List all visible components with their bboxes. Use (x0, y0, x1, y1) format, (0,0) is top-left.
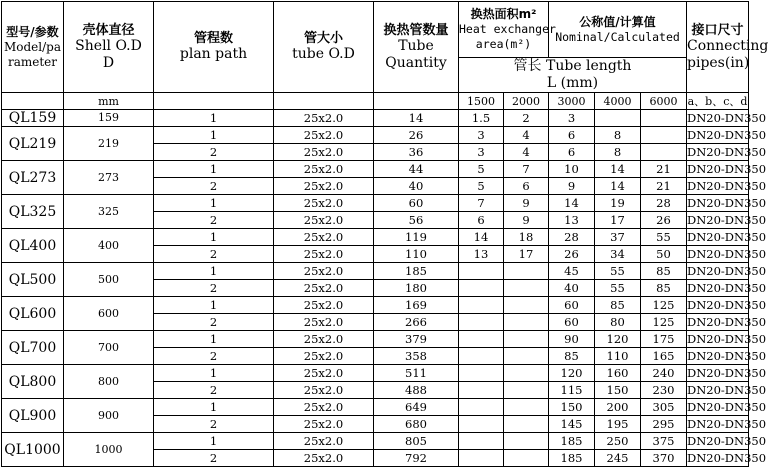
len-6000-cell: 125 (641, 314, 687, 331)
header-quantity (374, 2, 459, 93)
len-3000-cell: 185 (549, 433, 595, 450)
len-1500-cell (459, 365, 504, 382)
quantity-cell: 60 (374, 195, 459, 212)
tube-cell: 25x2.0 (274, 127, 374, 144)
model-cell: QL1000 (2, 433, 64, 467)
path-cell: 1 (154, 399, 274, 416)
len-4000-cell: 34 (595, 246, 641, 263)
len-3000-cell: 40 (549, 280, 595, 297)
model-cell: QL325 (2, 195, 64, 229)
pipes-cell: DN20-DN350 (687, 145, 767, 159)
unit-tube (274, 93, 374, 110)
len-1500-cell: 7 (459, 195, 504, 212)
tube-cell: 25x2.0 (274, 263, 374, 280)
header-connecting (687, 2, 768, 93)
unit-length-4000: 4000 (595, 93, 641, 110)
path-cell: 2 (154, 178, 274, 195)
pipes-cell: DN20-DN350 (687, 128, 767, 142)
header-connecting-en1: Connecting (687, 37, 768, 54)
shell-cell: 900 (64, 399, 154, 433)
pipes-cell: DN20-DN350 (687, 383, 767, 397)
len-2000-cell: 4 (504, 127, 549, 144)
path-cell: 1 (154, 127, 274, 144)
pipes-cell: DN20-DN350 (687, 111, 767, 125)
model-cell: QL400 (2, 229, 64, 263)
header-nominal (549, 2, 687, 58)
unit-shell: mm (64, 93, 154, 110)
len-1500-cell (459, 416, 504, 433)
pipes-cell: DN20-DN350 (687, 366, 767, 380)
shell-cell: 325 (64, 195, 154, 229)
len-4000-cell: 250 (595, 433, 641, 450)
path-cell: 2 (154, 280, 274, 297)
header-area (459, 2, 556, 58)
header-shell-symbol: D (102, 54, 115, 71)
len-1500-cell (459, 399, 504, 416)
unit-length-3000: 3000 (549, 93, 595, 110)
pipes-cell: DN20-DN350 (687, 315, 767, 329)
pipes-cell: DN20-DN350 (687, 230, 767, 244)
table-row (2, 297, 749, 314)
shell-cell: 800 (64, 365, 154, 399)
len-2000-cell: 18 (504, 229, 549, 246)
len-1500-cell (459, 382, 504, 399)
quantity-cell: 805 (374, 433, 459, 450)
len-2000-cell: 9 (504, 195, 549, 212)
len-4000-cell: 160 (595, 365, 641, 382)
len-1500-cell: 1.5 (459, 110, 504, 127)
tube-cell: 25x2.0 (274, 280, 374, 297)
len-3000-cell: 60 (549, 314, 595, 331)
pipes-cell: DN20-DN350 (687, 162, 767, 176)
pipes-cell: DN20-DN350 (687, 332, 767, 346)
tube-cell: 25x2.0 (274, 348, 374, 365)
len-6000-cell: 165 (641, 348, 687, 365)
len-2000-cell: 2 (504, 110, 549, 127)
len-1500-cell (459, 433, 504, 450)
len-3000-cell: 6 (549, 144, 595, 161)
len-2000-cell: 6 (504, 178, 549, 195)
tube-cell: 25x2.0 (274, 382, 374, 399)
unit-quantity (374, 93, 459, 110)
quantity-cell: 792 (374, 450, 459, 467)
table-row (2, 399, 749, 416)
len-6000-cell: 375 (641, 433, 687, 450)
len-1500-cell (459, 297, 504, 314)
len-1500-cell: 5 (459, 161, 504, 178)
len-6000-cell: 125 (641, 297, 687, 314)
header-tube-length-title: 管长 Tube length (513, 58, 632, 74)
tube-cell: 25x2.0 (274, 144, 374, 161)
header-area-cn: 换热面积m² (470, 7, 537, 21)
header-tube-length-unit: L (mm) (546, 75, 599, 91)
len-2000-cell: 7 (504, 161, 549, 178)
len-6000-cell: 28 (641, 195, 687, 212)
header-quantity-cn: 换热管数量 (383, 22, 449, 38)
path-cell: 2 (154, 314, 274, 331)
len-1500-cell: 14 (459, 229, 504, 246)
len-2000-cell (504, 263, 549, 280)
quantity-cell: 26 (374, 127, 459, 144)
len-3000-cell: 26 (549, 246, 595, 263)
len-6000-cell: 175 (641, 331, 687, 348)
tube-cell: 25x2.0 (274, 297, 374, 314)
len-6000-cell: 85 (641, 280, 687, 297)
len-1500-cell (459, 314, 504, 331)
len-4000-cell: 120 (595, 331, 641, 348)
header-quantity-en2: Quantity (385, 54, 447, 71)
header-quantity-en1: Tube (398, 37, 434, 54)
len-2000-cell (504, 433, 549, 450)
len-4000-cell: 245 (595, 450, 641, 467)
len-4000-cell: 19 (595, 195, 641, 212)
len-6000-cell: 370 (641, 450, 687, 467)
len-2000-cell (504, 314, 549, 331)
tube-cell: 25x2.0 (274, 450, 374, 467)
tube-cell: 25x2.0 (274, 195, 374, 212)
shell-cell: 400 (64, 229, 154, 263)
header-shell-en: Shell O.D (75, 37, 142, 54)
quantity-cell: 185 (374, 263, 459, 280)
header-nominal-cn: 公称值/计算值 (579, 14, 656, 29)
unit-model (2, 93, 64, 110)
len-4000-cell: 150 (595, 382, 641, 399)
path-cell: 1 (154, 263, 274, 280)
len-4000-cell (595, 110, 641, 127)
len-6000-cell: 26 (641, 212, 687, 229)
pipes-cell: DN20-DN350 (687, 349, 767, 363)
header-tube-cn: 管大小 (303, 31, 343, 46)
len-1500-cell (459, 280, 504, 297)
table-row (2, 331, 749, 348)
len-3000-cell: 45 (549, 263, 595, 280)
tube-cell: 25x2.0 (274, 399, 374, 416)
quantity-cell: 488 (374, 382, 459, 399)
quantity-cell: 36 (374, 144, 459, 161)
table-row (2, 110, 749, 127)
unit-pipes: a、b、c、d (687, 93, 749, 110)
pipes-cell: DN20-DN350 (687, 264, 767, 278)
path-cell: 2 (154, 416, 274, 433)
len-3000-cell: 185 (549, 450, 595, 467)
quantity-cell: 358 (374, 348, 459, 365)
len-1500-cell (459, 450, 504, 467)
len-2000-cell: 9 (504, 212, 549, 229)
len-1500-cell (459, 348, 504, 365)
quantity-cell: 110 (374, 246, 459, 263)
len-2000-cell (504, 382, 549, 399)
header-model-en1: Model/pa (3, 39, 61, 54)
quantity-cell: 56 (374, 212, 459, 229)
tube-cell: 25x2.0 (274, 416, 374, 433)
pipes-cell: DN20-DN350 (687, 179, 767, 193)
len-4000-cell: 8 (595, 144, 641, 161)
len-4000-cell: 195 (595, 416, 641, 433)
model-cell: QL700 (2, 331, 64, 365)
len-2000-cell (504, 365, 549, 382)
len-4000-cell: 85 (595, 297, 641, 314)
table-row (2, 127, 749, 144)
len-6000-cell: 305 (641, 399, 687, 416)
len-1500-cell (459, 331, 504, 348)
len-4000-cell: 55 (595, 263, 641, 280)
len-2000-cell (504, 399, 549, 416)
len-3000-cell: 145 (549, 416, 595, 433)
path-cell: 1 (154, 331, 274, 348)
len-4000-cell: 8 (595, 127, 641, 144)
header-model-en2: rameter (7, 54, 58, 69)
len-4000-cell: 17 (595, 212, 641, 229)
len-2000-cell (504, 450, 549, 467)
len-3000-cell: 60 (549, 297, 595, 314)
pipes-cell: DN20-DN350 (687, 213, 767, 227)
len-3000-cell: 14 (549, 195, 595, 212)
table-row (2, 195, 749, 212)
len-3000-cell: 150 (549, 399, 595, 416)
header-connecting-en2: pipes(in) (687, 54, 750, 71)
len-6000-cell (641, 110, 687, 127)
tube-cell: 25x2.0 (274, 314, 374, 331)
len-4000-cell: 55 (595, 280, 641, 297)
len-1500-cell: 3 (459, 127, 504, 144)
path-cell: 1 (154, 110, 274, 127)
len-6000-cell: 50 (641, 246, 687, 263)
quantity-cell: 180 (374, 280, 459, 297)
shell-cell: 219 (64, 127, 154, 161)
quantity-cell: 379 (374, 331, 459, 348)
header-tube-en: tube O.D (292, 46, 355, 62)
pipes-cell: DN20-DN350 (687, 417, 767, 431)
path-cell: 1 (154, 433, 274, 450)
len-3000-cell: 115 (549, 382, 595, 399)
len-3000-cell: 6 (549, 127, 595, 144)
header-nominal-en: Nominal/Calculated (555, 29, 680, 44)
model-cell: QL159 (2, 110, 64, 127)
quantity-cell: 40 (374, 178, 459, 195)
len-6000-cell: 21 (641, 178, 687, 195)
header-path-cn: 管程数 (193, 31, 233, 46)
pipes-cell: DN20-DN350 (687, 281, 767, 295)
header-shell-cn: 壳体直径 (82, 22, 135, 38)
len-3000-cell: 13 (549, 212, 595, 229)
unit-length-6000: 6000 (641, 93, 687, 110)
shell-cell: 1000 (64, 433, 154, 467)
path-cell: 2 (154, 450, 274, 467)
len-1500-cell: 13 (459, 246, 504, 263)
model-cell: QL600 (2, 297, 64, 331)
tube-cell: 25x2.0 (274, 365, 374, 382)
len-3000-cell: 85 (549, 348, 595, 365)
len-3000-cell: 90 (549, 331, 595, 348)
quantity-cell: 266 (374, 314, 459, 331)
pipes-cell: DN20-DN350 (687, 451, 767, 465)
model-cell: QL273 (2, 161, 64, 195)
len-1500-cell (459, 263, 504, 280)
model-cell: QL800 (2, 365, 64, 399)
quantity-cell: 14 (374, 110, 459, 127)
quantity-cell: 169 (374, 297, 459, 314)
header-path-en: plan path (179, 46, 248, 62)
quantity-cell: 511 (374, 365, 459, 382)
header-model-cn: 型号/参数 (6, 24, 59, 39)
table-row (2, 433, 749, 450)
quantity-cell: 649 (374, 399, 459, 416)
pipes-cell: DN20-DN350 (687, 247, 767, 261)
len-4000-cell: 110 (595, 348, 641, 365)
shell-cell: 500 (64, 263, 154, 297)
len-4000-cell: 14 (595, 178, 641, 195)
tube-cell: 25x2.0 (274, 110, 374, 127)
pipes-cell: DN20-DN350 (687, 434, 767, 448)
unit-length-1500: 1500 (459, 93, 504, 110)
path-cell: 2 (154, 382, 274, 399)
len-3000-cell: 3 (549, 110, 595, 127)
path-cell: 2 (154, 246, 274, 263)
header-path (154, 2, 274, 93)
path-cell: 1 (154, 229, 274, 246)
model-cell: QL900 (2, 399, 64, 433)
len-2000-cell (504, 416, 549, 433)
pipes-cell: DN20-DN350 (687, 196, 767, 210)
len-1500-cell: 5 (459, 178, 504, 195)
len-2000-cell (504, 331, 549, 348)
len-3000-cell: 10 (549, 161, 595, 178)
len-6000-cell: 240 (641, 365, 687, 382)
tube-cell: 25x2.0 (274, 433, 374, 450)
len-3000-cell: 120 (549, 365, 595, 382)
len-3000-cell: 9 (549, 178, 595, 195)
len-1500-cell: 6 (459, 212, 504, 229)
quantity-cell: 44 (374, 161, 459, 178)
table-row (2, 229, 749, 246)
len-2000-cell (504, 280, 549, 297)
model-cell: QL500 (2, 263, 64, 297)
len-3000-cell: 28 (549, 229, 595, 246)
len-4000-cell: 200 (595, 399, 641, 416)
header-area-en2: area(m²) (475, 37, 532, 51)
tube-cell: 25x2.0 (274, 246, 374, 263)
len-2000-cell: 17 (504, 246, 549, 263)
shell-cell: 700 (64, 331, 154, 365)
len-1500-cell: 3 (459, 144, 504, 161)
len-6000-cell: 295 (641, 416, 687, 433)
shell-cell: 600 (64, 297, 154, 331)
spec-table (1, 1, 768, 467)
model-cell: QL219 (2, 127, 64, 161)
header-tube-length (459, 58, 687, 93)
table-row (2, 263, 749, 280)
path-cell: 2 (154, 144, 274, 161)
header-tube (274, 2, 374, 93)
path-cell: 1 (154, 161, 274, 178)
quantity-cell: 119 (374, 229, 459, 246)
tube-cell: 25x2.0 (274, 331, 374, 348)
header-shell (64, 2, 154, 93)
len-4000-cell: 80 (595, 314, 641, 331)
len-4000-cell: 14 (595, 161, 641, 178)
len-6000-cell: 85 (641, 263, 687, 280)
path-cell: 2 (154, 348, 274, 365)
quantity-cell: 680 (374, 416, 459, 433)
len-2000-cell (504, 348, 549, 365)
header-connecting-cn: 接口尺寸 (691, 22, 744, 38)
len-6000-cell (641, 144, 687, 161)
tube-cell: 25x2.0 (274, 178, 374, 195)
len-2000-cell (504, 297, 549, 314)
unit-path (154, 93, 274, 110)
tube-cell: 25x2.0 (274, 161, 374, 178)
len-6000-cell: 55 (641, 229, 687, 246)
len-6000-cell (641, 127, 687, 144)
shell-cell: 159 (64, 110, 154, 127)
unit-length-2000: 2000 (504, 93, 549, 110)
len-2000-cell: 4 (504, 144, 549, 161)
len-6000-cell: 230 (641, 382, 687, 399)
pipes-cell: DN20-DN350 (687, 400, 767, 414)
tube-cell: 25x2.0 (274, 229, 374, 246)
table-row (2, 161, 749, 178)
table-row (2, 365, 749, 382)
path-cell: 2 (154, 212, 274, 229)
header-model (2, 2, 64, 93)
len-4000-cell: 37 (595, 229, 641, 246)
shell-cell: 273 (64, 161, 154, 195)
header-area-en1: Heat exchanger (459, 22, 556, 36)
pipes-cell: DN20-DN350 (687, 298, 767, 312)
tube-cell: 25x2.0 (274, 212, 374, 229)
path-cell: 1 (154, 297, 274, 314)
path-cell: 1 (154, 365, 274, 382)
len-6000-cell: 21 (641, 161, 687, 178)
path-cell: 1 (154, 195, 274, 212)
